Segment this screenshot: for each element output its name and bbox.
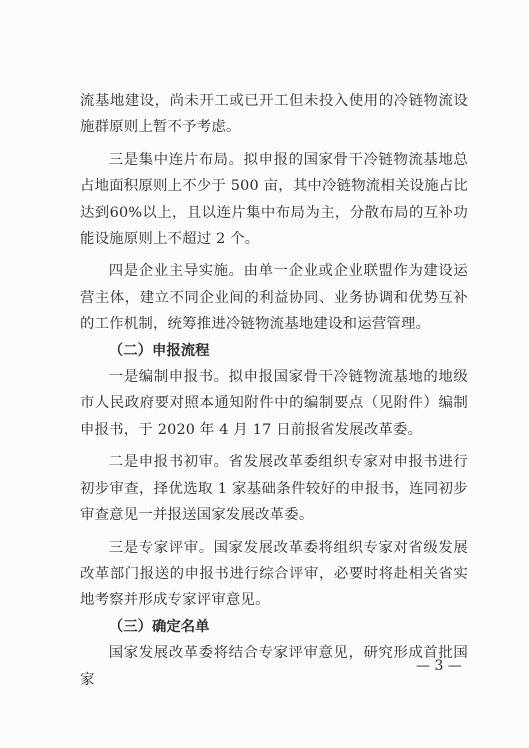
page-number: — 3 — (416, 658, 462, 674)
paragraph-confirm-list: 国家发展改革委将结合专家评审意见，研究形成首批国家 (80, 645, 468, 688)
paragraph-contiguous-layout: 三是集中连片布局。拟申报的国家骨干冷链物流基地总占地面积原则上不少于 500 亩，其中冷链物流相关设施占比达到60%以上，且以连片集中布局为主，分散布局的互补功能设施原则上不超过 2 个。 (80, 151, 468, 248)
section-heading-application-process: （二）申报流程 (108, 342, 210, 359)
paragraph-enterprise-led: 四是企业主导实施。由单一企业或企业联盟作为建设运营主体，建立不同企业间的利益协同、业务协调和优势互补的工作机制，统筹推进冷链物流基地建设和运营管理。 (80, 263, 468, 333)
paragraph-prepare-application: 一是编制申报书。拟申报国家骨干冷链物流基地的地级市人民政府要对照本通知附件中的编制要点（见附件）编制申报书，于 2020 年 4 月 17 日前报省发展改革委。 (80, 369, 468, 438)
paragraph-continuation: 流基地建设，尚未开工或已开工但未投入使用的冷链物流设施群原则上暂不予考虑。 (80, 93, 468, 136)
section-heading-confirm-list: （三）确定名单 (108, 618, 210, 635)
document-body (80, 88, 468, 693)
paragraph-preliminary-review: 二是申报书初审。省发展改革委组织专家对申报书进行初步审查，择优选取 1 家基础条件较好的申报书，连同初步审查意见一并报送国家发展改革委。 (80, 454, 468, 524)
paragraph-expert-review: 三是专家评审。国家发展改革委将组织专家对省级发展改革部门报送的申报书进行综合评审，必要时将赴相关省实地考察并形成专家评审意见。 (80, 539, 468, 609)
